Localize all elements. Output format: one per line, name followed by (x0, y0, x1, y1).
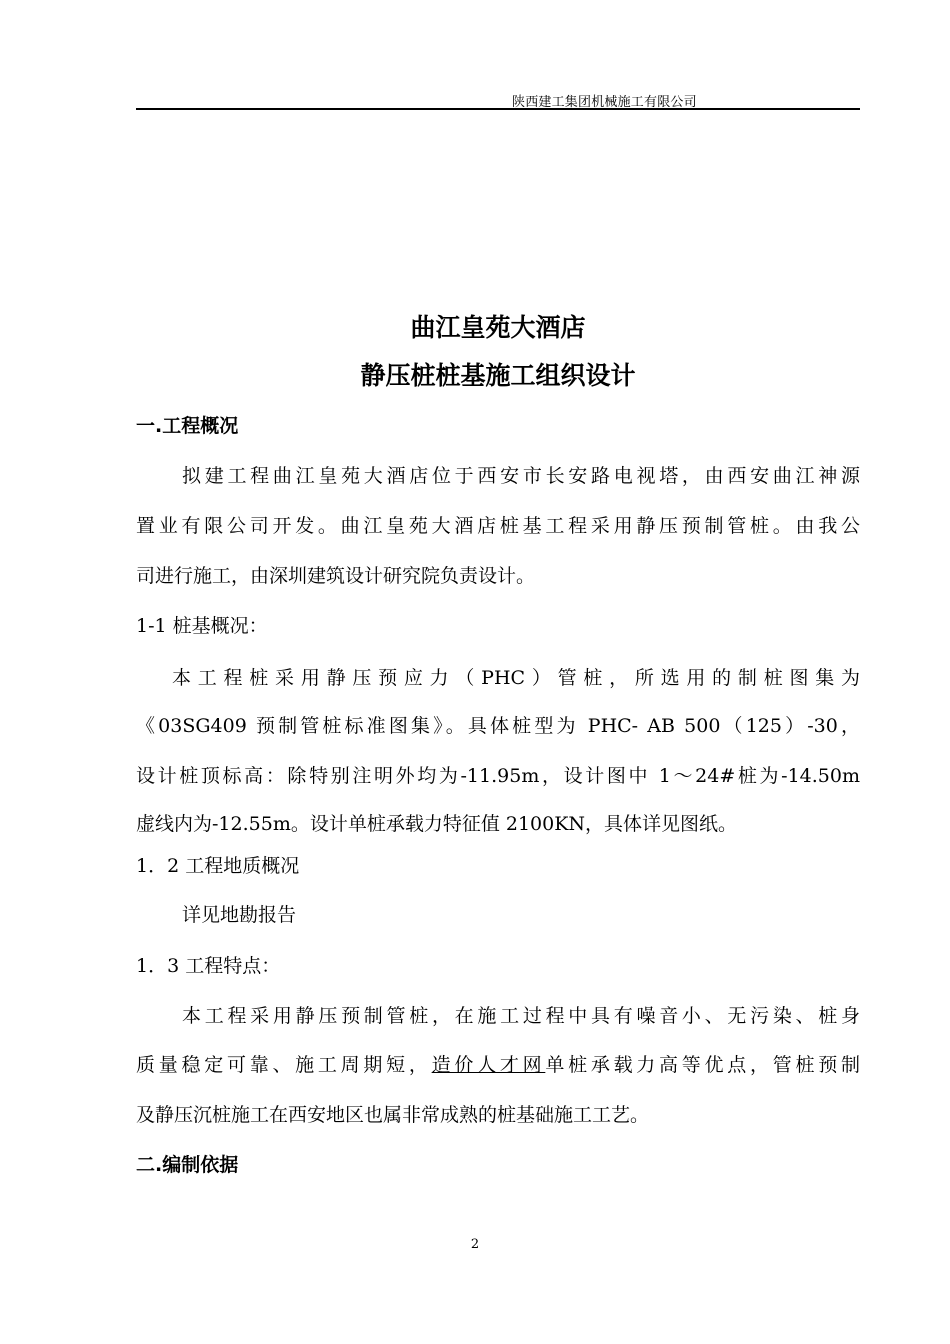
document-title-line2: 静压桩桩基施工组织设计 (360, 361, 636, 390)
sub3-para-line1: 本工程采用静压预制管桩，在施工过程中具有噪音小、无污染、桩身 (182, 1005, 860, 1027)
sub2-para: 详见地勘报告 (182, 904, 297, 926)
section2-heading: 二.编制依据 (136, 1154, 239, 1176)
header-rule (136, 108, 860, 110)
sub1-heading: 1-1 桩基概况： (136, 615, 268, 637)
sub3-para-line2 (136, 1050, 860, 1077)
section1-heading: 一.工程概况 (136, 415, 239, 437)
sub3-para-line2-text-after: 单桩承载力高等优点，管桩预制 (545, 1054, 860, 1076)
sub3-para-line3: 及静压沉桩施工在西安地区也属非常成熟的桩基础施工工艺。 (136, 1104, 650, 1126)
section1-para1-line1: 拟建工程曲江皇苑大酒店位于西安市长安路电视塔，由西安曲江神源 (182, 465, 860, 487)
sub1-para-line3: 设计桩顶标高：除特别注明外均为-11.95m，设计图中 1～24#桩为-14.50m (136, 765, 860, 787)
sub1-para-line2: 《03SG409 预制管桩标准图集》。具体桩型为 PHC- AB 500（125）-30， (136, 715, 860, 737)
section1-para1-line3: 司进行施工，由深圳建筑设计研究院负责设计。 (136, 565, 536, 587)
sub3-heading: 1．3 工程特点： (136, 955, 281, 977)
zaojia-rencai-link[interactable]: 造价人才网 (431, 1054, 546, 1076)
sub1-para-line1: 本工程桩采用静压预应力（PHC）管桩，所选用的制桩图集为 (172, 667, 860, 689)
section1-para1-line2: 置业有限公司开发。曲江皇苑大酒店桩基工程采用静压预制管桩。由我公 (136, 515, 860, 537)
page-number: 2 (470, 1237, 480, 1252)
document-title-line1: 曲江皇苑大酒店 (410, 313, 586, 342)
header-company-name: 陕西建工集团机械施工有限公司 (512, 95, 697, 110)
sub2-heading: 1．2 工程地质概况 (136, 855, 300, 877)
sub1-para-line4: 虚线内为-12.55m。设计单桩承载力特征值 2100KN，具体详见图纸。 (136, 813, 738, 835)
sub3-para-line2-text-before: 质量稳定可靠、施工周期短， (136, 1054, 432, 1076)
